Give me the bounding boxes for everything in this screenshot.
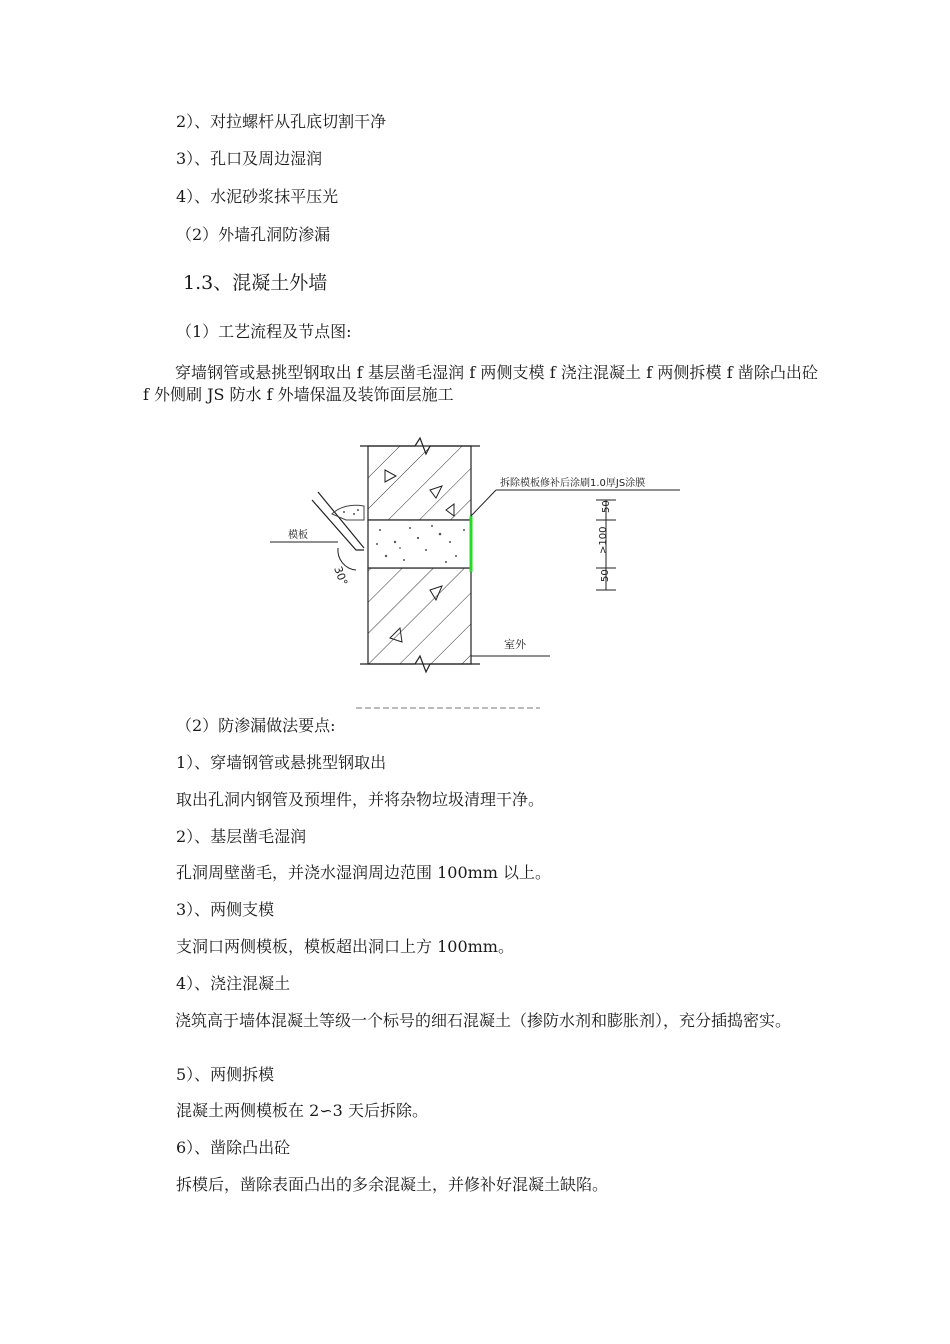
dim-mid: >100 (598, 526, 609, 554)
step-3-line: 3）、孔口及周边湿润 (176, 149, 323, 168)
key-points-title: （2）防渗漏做法要点: (176, 716, 336, 735)
step-2-title: 2）、基层凿毛湿润 (176, 827, 307, 846)
node-detail-diagram (260, 430, 700, 720)
step-1-text: 取出孔洞内钢管及预埋件，并将杂物垃圾清理干净。 (176, 790, 545, 809)
flow-description: 穿墙钢管或悬挑型钢取出 f 基层凿毛湿润 f 两侧支模 f 浇注混凝土 f 两侧拆模 f 凿除凸出砼 f 外侧刷 JS 防水 f 外墙保温及装饰面层施工 (143, 363, 818, 404)
concrete-plug (368, 520, 471, 568)
dim-top: 50 (601, 500, 612, 513)
section-heading: 1.3、混凝土外墙 (183, 272, 328, 294)
step-5-text: 混凝土两侧模板在 2∽3 天后拆除。 (176, 1101, 428, 1120)
step-4-text: 浇筑高于墙体混凝土等级一个标号的细石混凝土（掺防水剂和膨胀剂），充分插捣密实。 (175, 1011, 792, 1030)
wall-upper (368, 446, 471, 520)
step-6-text: 拆模后，凿除表面凸出的多余混凝土，并修补好混凝土缺陷。 (176, 1175, 609, 1194)
step-3-title: 3）、两侧支模 (176, 900, 275, 919)
dim-bottom: 50 (600, 569, 611, 582)
step-5-title: 5）、两侧拆模 (176, 1065, 275, 1084)
wall-lower (368, 568, 471, 664)
outside-label: 室外 (504, 638, 526, 651)
angle-label: 30° (331, 564, 351, 588)
step-2-line: 2）、对拉螺杆从孔底切割干净 (176, 112, 387, 131)
flow-title: （1）工艺流程及节点图: (176, 322, 352, 341)
step-3-text: 支洞口两侧模板，模板超出洞口上方 100mm。 (176, 937, 514, 956)
formwork-label: 模板 (288, 530, 308, 541)
step-1-title: 1）、穿墙钢管或悬挑型钢取出 (176, 753, 387, 772)
step-4-line: 4）、水泥砂浆抹平压光 (176, 187, 339, 206)
subsection-exterior-wall-holes: （2）外墙孔洞防渗漏 (176, 225, 331, 244)
step-4-title: 4）、浇注混凝土 (176, 974, 291, 993)
step-6-title: 6）、凿除凸出砼 (176, 1138, 291, 1157)
step-2-text: 孔洞周壁凿毛，并浇水湿润周边范围 100mm 以上。 (176, 863, 552, 882)
membrane-note: 拆除模板修补后涂刷1.0厚JS涂膜 (500, 478, 646, 489)
